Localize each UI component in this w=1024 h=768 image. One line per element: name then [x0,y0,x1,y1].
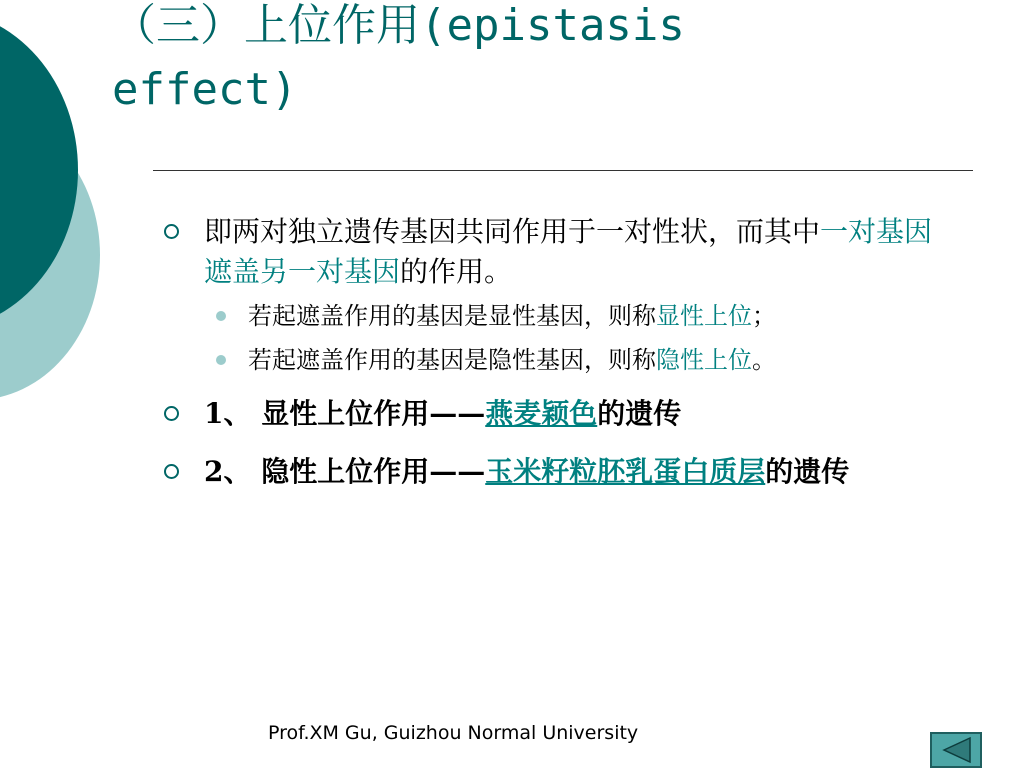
dominant-epistasis-text-a: 1、 显性上位作用—— [204,397,486,430]
hollow-circle-bullet-icon [164,406,179,421]
previous-slide-button[interactable] [930,732,982,768]
recessive-text-a: 若起遮盖作用的基因是隐性基因，则称 [248,346,656,374]
dominant-text-b: ； [752,302,776,330]
dominant-epistasis-text-b: 的遗传 [597,397,682,430]
sub-bullet-dominant [160,300,960,332]
dot-bullet-icon [216,311,226,321]
recessive-epistasis-text-a: 2、 隐性上位作用—— [204,455,486,488]
dominant-highlight: 显性上位 [656,302,752,330]
bullet-item-definition [160,212,960,292]
oat-hull-color-link[interactable]: 燕麦颖色 [485,397,598,430]
hollow-circle-bullet-icon [164,224,179,239]
bullet-list [160,212,960,492]
definition-text-a: 即两对独立遗传基因共同作用于一对性状，而其中 [204,215,821,248]
recessive-epistasis-text-b: 的遗传 [765,455,850,488]
definition-highlight: 一对基因遮盖另一对基因 [204,215,933,288]
slide-title: （三）上位作用(epistasis effect) [112,0,685,115]
triangle-left-icon [932,734,980,766]
recessive-highlight: 隐性上位 [656,346,752,374]
bullet-item-recessive-epistasis [160,452,960,492]
definition-text-b: 的作用。 [400,255,513,288]
sub-bullet-recessive [160,344,960,376]
dot-bullet-icon [216,355,226,365]
footer-credit: Prof.XM Gu, Guizhou Normal University [268,722,639,744]
title-divider [153,170,973,171]
bullet-item-dominant-epistasis [160,394,960,434]
maize-aleurone-link[interactable]: 玉米籽粒胚乳蛋白质层 [485,455,766,488]
dominant-text-a: 若起遮盖作用的基因是显性基因，则称 [248,302,656,330]
recessive-text-b: 。 [752,346,776,374]
hollow-circle-bullet-icon [164,464,179,479]
